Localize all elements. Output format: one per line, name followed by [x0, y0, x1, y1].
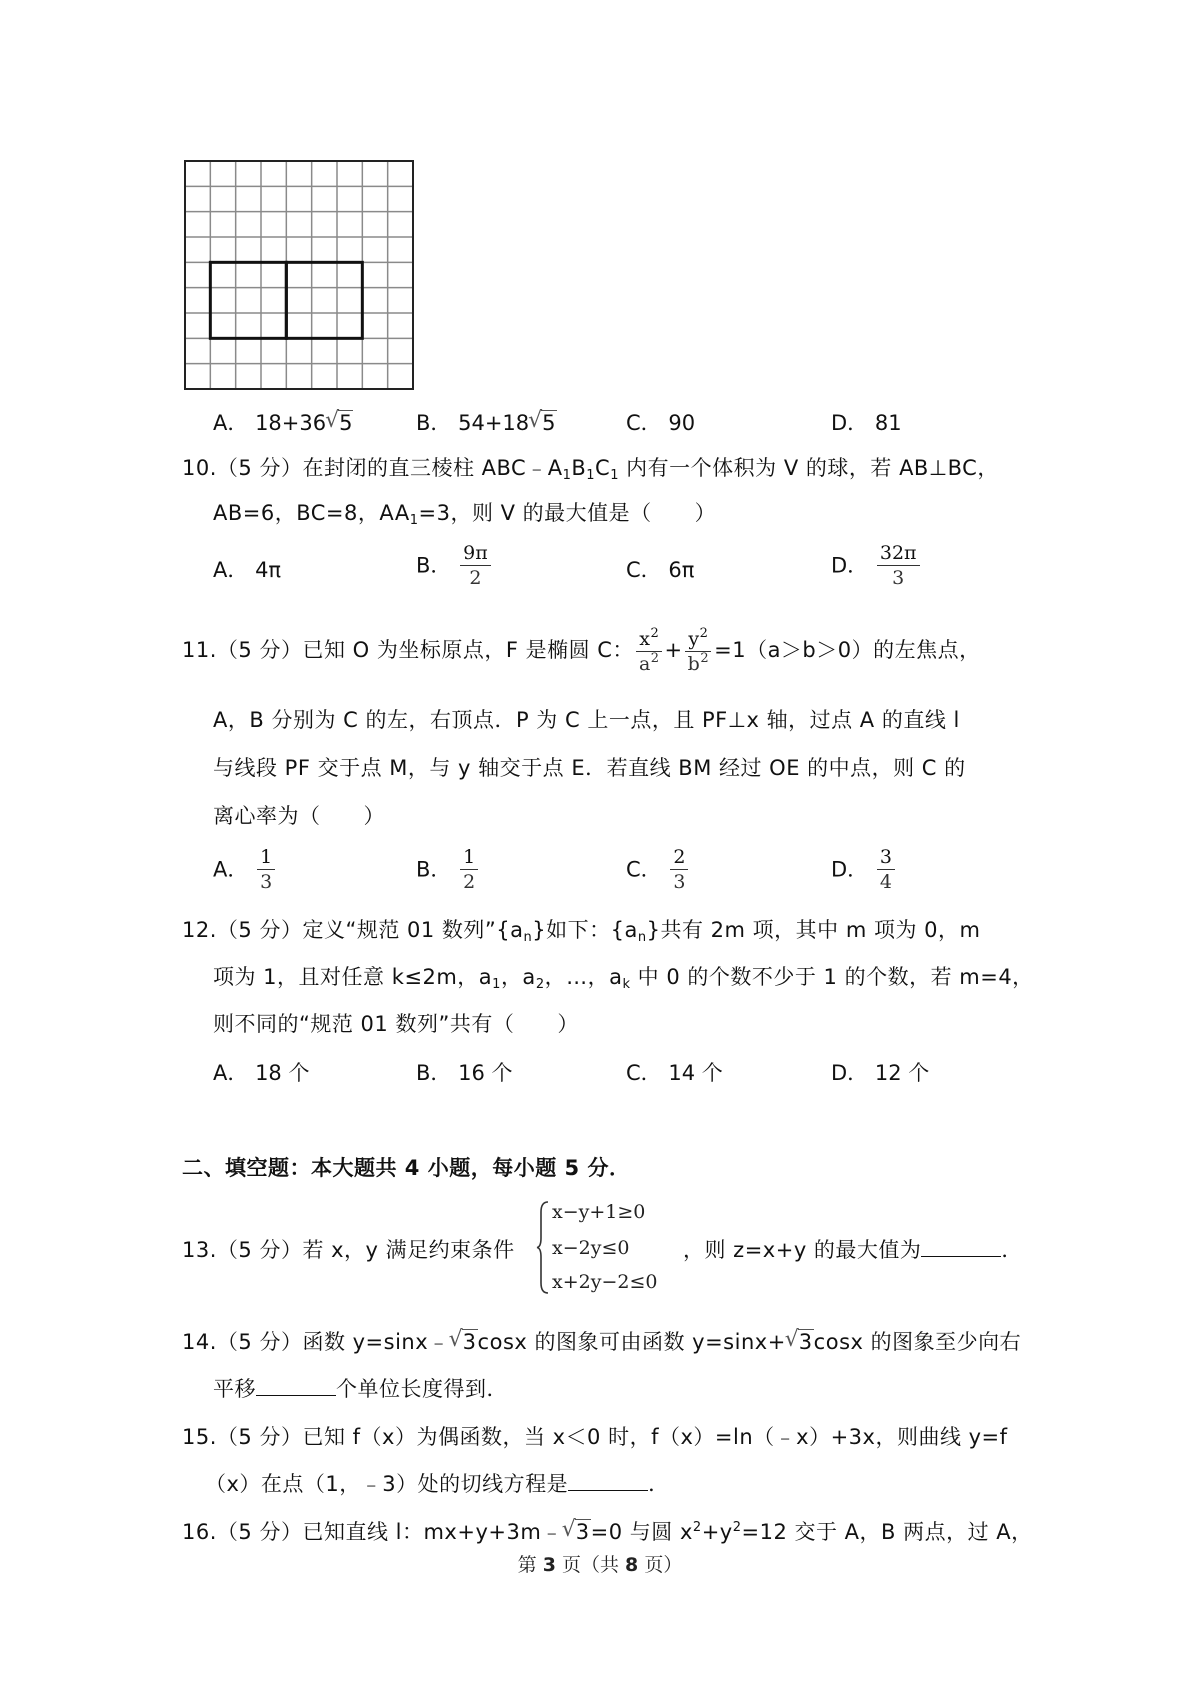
question-text: 内有一个体积为 V 的球，若 AB⊥BC，: [619, 456, 999, 480]
q10-option-b: [416, 542, 493, 589]
fraction: [877, 542, 920, 589]
question-number: 13.: [182, 1238, 217, 1262]
question-text: 定义“规范 01 数列”{a: [302, 918, 524, 942]
fraction-x2-a2: [636, 625, 663, 675]
radicand: 3: [575, 1520, 590, 1544]
question-text: =3，则 V 的最大值是（ ）: [418, 501, 717, 525]
q10-option-c: [626, 556, 694, 584]
answer-blank[interactable]: [568, 1470, 648, 1491]
radicand: 3: [462, 1330, 477, 1354]
view-rectangle: [210, 262, 286, 338]
answer-blank[interactable]: [921, 1236, 1001, 1257]
radicand: 5: [542, 411, 556, 435]
question-text: B: [571, 456, 587, 480]
q10-option-d: [831, 542, 922, 589]
question-text: 函数 y=sinx﹣: [302, 1330, 450, 1354]
denominator: 3: [892, 567, 905, 589]
q10-option-a: [213, 556, 281, 584]
option-text: 12 个: [874, 1061, 930, 1085]
question-text: 个单位长度得到．: [336, 1377, 508, 1401]
question-score: （5 分）: [216, 1425, 303, 1449]
option-text: 90: [668, 411, 696, 435]
denominator: 3: [673, 871, 686, 893]
option-text: 16 个: [458, 1061, 513, 1085]
q11-line-1: [182, 622, 981, 678]
superscript: 2: [732, 1520, 742, 1535]
question-text: =0 与圆 x: [590, 1520, 693, 1544]
question-text: cosx 的图象至少向右: [813, 1330, 1022, 1354]
constraint-2: x−2y≤0: [552, 1237, 630, 1259]
radicand: 3: [798, 1330, 813, 1354]
question-score: （5 分）: [216, 918, 303, 942]
plus-sign: +: [664, 638, 683, 662]
denominator: a: [638, 652, 651, 675]
sqrt-icon: [450, 1328, 478, 1356]
q12-line-2: [213, 963, 1034, 991]
subscript: 1: [562, 468, 572, 483]
q14-line-2: [213, 1375, 508, 1403]
constraint-1: x−y+1≥0: [552, 1201, 646, 1223]
q12-line-1: [182, 916, 980, 944]
question-text: =1（a＞b＞0）的左焦点，: [714, 638, 981, 662]
q12-option-d: [831, 1059, 929, 1087]
option-text: 18 个: [255, 1061, 310, 1085]
denominator: 4: [879, 871, 892, 893]
option-letter: A．: [213, 411, 249, 435]
question-text: 中 0 的个数不少于 1 的个数，若 m=4，: [630, 965, 1034, 989]
question-text: +y: [701, 1520, 733, 1544]
question-number: 16.: [182, 1520, 217, 1544]
fraction: [460, 846, 478, 893]
footer-text: 页（共: [555, 1554, 626, 1576]
question-text: 若 x，y 满足约束条件: [302, 1238, 515, 1262]
question-score: （5 分）: [216, 1330, 303, 1354]
question-score: （5 分）: [216, 1238, 303, 1262]
q14-line-1: [182, 1328, 1021, 1356]
numerator: 1: [460, 846, 478, 870]
total-pages: 8: [625, 1554, 639, 1576]
q12-line-3: 则不同的“规范 01 数列”共有（ ）: [213, 1012, 579, 1036]
sqrt-icon: [529, 409, 556, 437]
question-number: 15.: [182, 1425, 217, 1449]
front-view-rectangles: [210, 262, 362, 338]
grid-border: [185, 161, 413, 389]
view-rectangle: [286, 262, 362, 338]
q11-line-2: A，B 分别为 C 的左，右顶点．P 为 C 上一点，且 PF⊥x 轴，过点 A 的直线 l: [213, 708, 960, 732]
q9-option-c: [626, 409, 695, 437]
question-text: ，则 z=x+y 的最大值为: [683, 1238, 922, 1262]
denominator: 2: [469, 567, 482, 589]
question-text: 项为 1，且对任意 k≤2m，a: [213, 965, 493, 989]
option-letter: A．: [213, 558, 249, 582]
option-letter: A．: [213, 857, 249, 882]
q12-option-a: [213, 1059, 309, 1087]
option-text: 18+36: [255, 411, 327, 435]
option-letter: B．: [416, 857, 452, 882]
question-text: AB=6，BC=8，AA: [213, 501, 410, 525]
q11-line-4: 离心率为（ ）: [213, 804, 385, 828]
three-view-grid-figure: [184, 160, 416, 392]
question-text: C: [595, 456, 611, 480]
q13-line-1-end: [683, 1236, 1023, 1264]
q9-option-b: [416, 409, 557, 437]
question-text: 已知 O 为坐标原点，F 是椭圆 C：: [302, 638, 634, 662]
option-letter: C．: [626, 558, 662, 582]
option-text: 14 个: [668, 1061, 723, 1085]
superscript: 2: [699, 625, 709, 641]
question-text: 平移: [213, 1377, 256, 1401]
question-text: 已知 f（x）为偶函数，当 x＜0 时，f（x）=ln（﹣x）+3x，则曲线 y=f: [302, 1425, 1008, 1449]
q10-line-2: [213, 499, 716, 527]
superscript: 2: [700, 650, 710, 666]
q13-line-1: [182, 1236, 515, 1264]
question-number: 11.: [182, 638, 217, 662]
question-text: cosx 的图象可由函数 y=sinx+: [477, 1330, 786, 1354]
footer-text: 页）: [638, 1554, 683, 1576]
fraction: [670, 846, 688, 893]
q16-line-1: [182, 1518, 1033, 1546]
page-number: 3: [542, 1554, 556, 1576]
numerator: 32π: [877, 542, 920, 566]
q11-line-3: 与线段 PF 交于点 M，与 y 轴交于点 E．若直线 BM 经过 OE 的中点，则 C 的: [213, 756, 966, 780]
subscript: 1: [492, 977, 501, 992]
question-number: 14.: [182, 1330, 217, 1354]
q12-option-c: [626, 1059, 723, 1087]
option-letter: C．: [626, 411, 662, 435]
q9-option-a: [213, 409, 353, 437]
option-letter: B．: [416, 1061, 452, 1085]
question-text: ，a: [500, 965, 536, 989]
footer-text: 第: [517, 1554, 543, 1576]
question-score: （5 分）: [216, 638, 303, 662]
subscript: 1: [586, 468, 596, 483]
fraction: [257, 846, 275, 893]
fraction: [460, 542, 491, 589]
question-text: 在封闭的直三棱柱 ABC﹣A: [302, 456, 563, 480]
question-text: }如下：{a: [532, 918, 638, 942]
superscript: 2: [692, 1520, 702, 1535]
q11-option-d: [831, 846, 897, 893]
q11-option-c: [626, 846, 690, 893]
q15-line-2: [205, 1470, 670, 1498]
sqrt-icon: [326, 409, 353, 437]
option-letter: B．: [416, 553, 452, 578]
question-number: 10.: [182, 456, 217, 480]
left-brace-icon: [536, 1200, 550, 1295]
option-letter: D．: [831, 553, 869, 578]
fraction-y2-b2: [685, 625, 712, 675]
numerator: x: [639, 627, 651, 650]
option-letter: D．: [831, 411, 869, 435]
section-heading: 二、填空题：本大题共 4 小题，每小题 5 分．: [182, 1156, 631, 1180]
q11-option-b: [416, 846, 480, 893]
numerator: 1: [257, 846, 275, 870]
numerator: 2: [670, 846, 688, 870]
option-text: 6π: [668, 558, 695, 582]
q15-line-1: [182, 1423, 1008, 1451]
question-text: }共有 2m 项，其中 m 项为 0，m: [646, 918, 981, 942]
denominator: 3: [260, 871, 273, 893]
option-letter: C．: [626, 857, 662, 882]
radicand: 5: [339, 411, 353, 435]
page-footer: [0, 1550, 1200, 1577]
option-letter: B．: [416, 411, 452, 435]
option-letter: A．: [213, 1061, 249, 1085]
subscript: n: [523, 930, 533, 945]
q12-option-b: [416, 1059, 513, 1087]
question-number: 12.: [182, 918, 217, 942]
denominator: b: [687, 652, 701, 675]
constraint-3: x+2y−2≤0: [552, 1271, 658, 1293]
grid-lines: [185, 161, 413, 389]
option-text: 54+18: [458, 411, 530, 435]
fraction: [877, 846, 895, 893]
subscript: 2: [535, 977, 545, 992]
option-letter: D．: [831, 1061, 869, 1085]
subscript: n: [637, 930, 647, 945]
numerator: 9π: [460, 542, 491, 566]
answer-blank[interactable]: [256, 1375, 336, 1396]
question-score: （5 分）: [216, 1520, 303, 1544]
question-text: （x）在点（1，﹣3）处的切线方程是: [205, 1472, 569, 1496]
denominator: 2: [463, 871, 476, 893]
subscript: 1: [610, 468, 619, 483]
superscript: 2: [650, 625, 660, 641]
question-score: （5 分）: [216, 456, 303, 480]
numerator: y: [688, 627, 700, 650]
subscript: 1: [409, 513, 419, 528]
question-text: 已知直线 l：mx+y+3m﹣: [302, 1520, 563, 1544]
q9-option-d: [831, 409, 902, 437]
subscript: k: [622, 977, 631, 992]
superscript: 2: [650, 650, 660, 666]
option-text: 81: [874, 411, 902, 435]
option-letter: C．: [626, 1061, 662, 1085]
sqrt-icon: [563, 1518, 591, 1546]
option-letter: D．: [831, 857, 869, 882]
q11-option-a: [213, 846, 277, 893]
option-text: 4π: [255, 558, 282, 582]
sqrt-icon: [786, 1328, 814, 1356]
question-text: =12 交于 A，B 两点，过 A，: [741, 1520, 1033, 1544]
question-text: ．: [648, 1472, 670, 1496]
question-text: ．: [1001, 1238, 1023, 1262]
question-text: ，…，a: [544, 965, 623, 989]
q10-line-1: [182, 454, 999, 482]
numerator: 3: [877, 846, 895, 870]
